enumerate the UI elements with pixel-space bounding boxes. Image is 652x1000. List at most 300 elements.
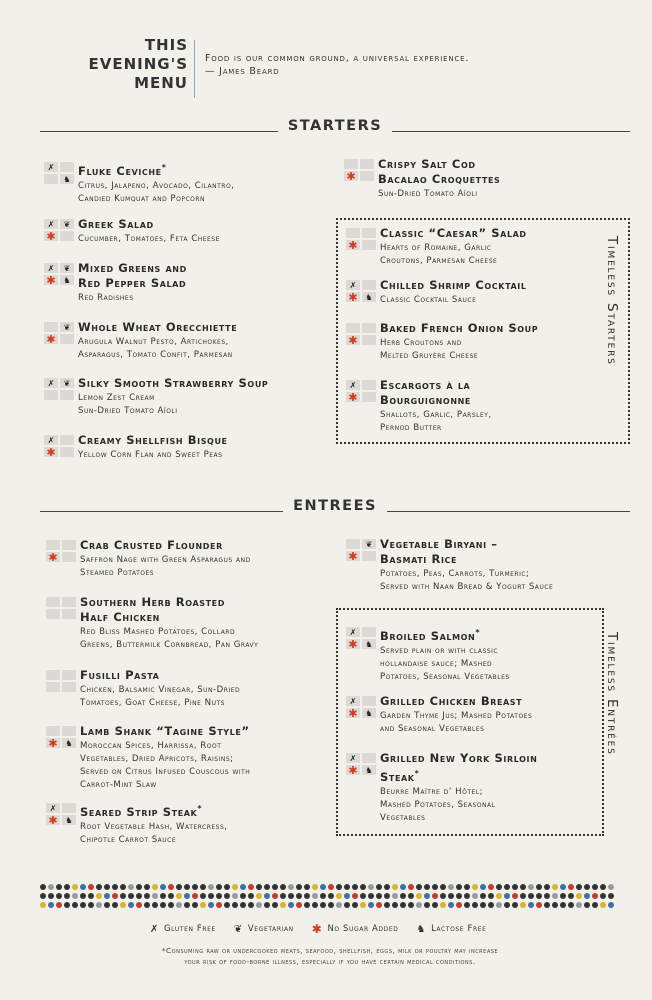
empty-icon-cell — [362, 696, 376, 706]
decorative-dot — [296, 884, 302, 890]
dish-description-line: Greens, Buttermilk Cornbread, Pan Gravy — [80, 640, 259, 650]
empty-icon-cell — [362, 753, 376, 763]
decorative-dot — [48, 902, 54, 908]
dish-name — [380, 694, 532, 709]
decorative-dot — [600, 902, 606, 908]
decorative-dot — [560, 884, 566, 890]
gluten-free-icon: ✗ — [150, 923, 159, 935]
dish-description-line: Shallots, Garlic, Parsley, — [380, 410, 492, 420]
decorative-dot — [432, 893, 438, 899]
decorative-dot — [104, 893, 110, 899]
decorative-dot — [456, 884, 462, 890]
decorative-dot — [432, 902, 438, 908]
decorative-dot — [112, 893, 118, 899]
food-safety-disclaimer — [60, 946, 600, 967]
decorative-dot — [528, 893, 534, 899]
decorative-dot — [160, 884, 166, 890]
dish-name-line: Crispy Salt Cod — [378, 157, 476, 171]
decorative-dot — [144, 902, 150, 908]
dish-description-line: Potatoes, Seasonal Vegetables — [380, 671, 510, 682]
decorative-dot — [192, 893, 198, 899]
starters-heading-text: STARTERS — [287, 118, 383, 134]
dish-name-line: Fusilli Pasta — [80, 668, 160, 682]
decorative-dot — [144, 893, 150, 899]
decorative-dot — [608, 902, 614, 908]
decorative-dot — [480, 893, 486, 899]
decorative-dot — [448, 884, 454, 890]
empty-icon-cell — [362, 280, 376, 290]
dish-name-line: Fluke Ceviche* — [78, 163, 167, 178]
gluten-free-icon: ✗ — [46, 803, 60, 813]
no-sugar-added-icon: ✱ — [346, 292, 360, 302]
cow-icon: ♞ — [416, 923, 427, 935]
gluten-free-icon: ✗ — [346, 280, 360, 290]
menu-item — [380, 537, 553, 594]
gluten-free-icon: ✗ — [346, 380, 360, 390]
dish-name-line: Bacalao Croquettes — [378, 172, 501, 186]
decorative-dot — [552, 893, 558, 899]
dish-description-line: Root Vegetable Hash, Watercress, — [80, 821, 228, 832]
decorative-dot — [120, 902, 126, 908]
dish-description — [380, 786, 537, 825]
decorative-dot — [344, 884, 350, 890]
lactose-free-icon: ♞ — [362, 292, 376, 302]
decorative-dot — [336, 893, 342, 899]
decorative-dot — [520, 902, 526, 908]
decorative-dot — [264, 884, 270, 890]
decorative-dot — [584, 884, 590, 890]
decorative-dot — [176, 893, 182, 899]
decorative-dot — [296, 893, 302, 899]
dietary-icon-grid — [44, 219, 74, 241]
empty-icon-cell — [362, 335, 376, 345]
decorative-dot — [128, 884, 134, 890]
empty-icon-cell — [46, 609, 60, 619]
gluten-free-icon: ✗ — [44, 162, 58, 172]
empty-icon-cell — [62, 540, 76, 550]
empty-icon-cell — [60, 334, 74, 344]
dish-name-line: Chilled Shrimp Cocktail — [380, 278, 527, 292]
empty-icon-cell — [346, 539, 360, 549]
gluten-free-icon: ✗ — [44, 263, 58, 273]
decorative-dot — [560, 902, 566, 908]
legend-label: Lactose Free — [431, 924, 487, 934]
decorative-dot — [328, 884, 334, 890]
menu-item — [80, 595, 258, 652]
decorative-dot — [168, 902, 174, 908]
decorative-dot — [496, 884, 502, 890]
decorative-dot — [520, 893, 526, 899]
decorative-dot — [176, 884, 182, 890]
dish-description — [380, 645, 510, 684]
decorative-dot — [248, 893, 254, 899]
empty-icon-cell — [362, 228, 376, 238]
dish-name-line: Classic “Caesar” Salad — [380, 226, 527, 240]
decorative-dot — [544, 893, 550, 899]
dish-description — [80, 684, 240, 710]
empty-icon-cell — [60, 162, 74, 172]
dish-description — [80, 821, 228, 847]
decorative-dot — [560, 893, 566, 899]
decorative-dot — [368, 884, 374, 890]
decorative-dot — [168, 893, 174, 899]
decorative-dot — [240, 902, 246, 908]
decorative-dot — [40, 893, 46, 899]
dietary-icon-grid — [44, 322, 74, 344]
gluten-free-icon: ✗ — [44, 435, 58, 445]
dish-description — [78, 392, 268, 418]
legend-label: No Sugar Added — [327, 924, 399, 934]
empty-icon-cell — [60, 435, 74, 445]
decorative-dot — [528, 884, 534, 890]
dish-description — [380, 568, 553, 594]
decorative-dot — [200, 884, 206, 890]
empty-icon-cell — [62, 552, 76, 562]
gluten-free-icon: ✗ — [44, 219, 58, 229]
lactose-free-icon: ♞ — [362, 708, 376, 718]
no-sugar-added-icon: ✱ — [346, 392, 360, 402]
decorative-dot — [440, 893, 446, 899]
decorative-dot — [256, 884, 262, 890]
decorative-dot — [56, 893, 62, 899]
decorative-dot — [304, 893, 310, 899]
decorative-dot — [472, 902, 478, 908]
decorative-dot — [288, 893, 294, 899]
decorative-dot — [280, 893, 286, 899]
decorative-dot — [96, 902, 102, 908]
disclaimer-line: *Consuming raw or undercooked meats, seafood, shellfish, eggs, milk or poultry may increase — [161, 946, 499, 955]
dish-name-line: Lamb Shank “Tagine Style” — [80, 724, 250, 738]
dish-name-line: Grilled Chicken Breast — [380, 694, 523, 708]
dish-description — [80, 740, 250, 792]
dish-description-line: Melted Gruyère Cheese — [380, 351, 479, 361]
empty-icon-cell — [44, 174, 58, 184]
header-quote-block — [205, 52, 605, 78]
no-sugar-added-icon: ✱ — [346, 335, 360, 345]
decorative-dot — [384, 893, 390, 899]
legend-no-sugar-added — [312, 922, 399, 936]
decorative-dot — [272, 893, 278, 899]
empty-icon-cell — [346, 228, 360, 238]
decorative-dot — [392, 902, 398, 908]
empty-icon-cell — [362, 627, 376, 637]
dietary-icon-grid — [46, 726, 76, 748]
decorative-dot — [440, 902, 446, 908]
decorative-dot — [472, 893, 478, 899]
decorative-dot — [40, 902, 46, 908]
decorative-dot — [304, 884, 310, 890]
decorative-dot — [424, 893, 430, 899]
decorative-dot — [208, 893, 214, 899]
dish-description-line: Red Bliss Mashed Potatoes, Collard — [80, 627, 236, 637]
dish-description — [78, 449, 228, 462]
empty-icon-cell — [46, 540, 60, 550]
empty-icon-cell — [60, 447, 74, 457]
dietary-icon-grid — [346, 280, 376, 302]
dish-description-line: Arugula Walnut Pesto, Artichokes, — [78, 337, 229, 347]
quote-attribution: — James Beard — [205, 66, 280, 77]
menu-item — [78, 320, 237, 362]
dish-description — [78, 336, 237, 362]
dietary-icon-grid — [346, 323, 376, 345]
gluten-free-icon: ✗ — [346, 753, 360, 763]
decorative-dot — [184, 884, 190, 890]
empty-icon-cell — [62, 682, 76, 692]
decorative-dot — [288, 902, 294, 908]
dish-name — [78, 433, 228, 448]
empty-icon-cell — [60, 231, 74, 241]
decorative-dot — [368, 902, 374, 908]
decorative-dot — [80, 902, 86, 908]
decorative-dot — [48, 893, 54, 899]
decorative-dot — [360, 893, 366, 899]
decorative-dot — [504, 893, 510, 899]
menu-item — [78, 160, 234, 206]
dish-name — [80, 724, 250, 739]
decorative-dot — [216, 884, 222, 890]
decorative-dot — [416, 902, 422, 908]
dish-name — [380, 378, 492, 408]
legend-vegetarian — [234, 924, 294, 935]
dish-description — [380, 337, 538, 363]
decorative-dot — [344, 902, 350, 908]
decorative-dot — [264, 893, 270, 899]
decorative-dot-band — [40, 884, 615, 912]
decorative-dot — [600, 893, 606, 899]
dietary-legend — [150, 922, 550, 936]
dish-name-line: Seared Strip Steak* — [80, 804, 203, 819]
decorative-dot — [192, 902, 198, 908]
empty-icon-cell — [362, 240, 376, 250]
dish-description-line: Herb Croutons and — [380, 338, 462, 348]
dish-description — [378, 188, 500, 201]
decorative-dot — [264, 902, 270, 908]
dish-name — [80, 668, 240, 683]
decorative-dot — [88, 884, 94, 890]
dish-name-line: Bourguignonne — [380, 393, 471, 407]
decorative-dot — [272, 884, 278, 890]
decorative-dot — [224, 893, 230, 899]
decorative-dot — [232, 893, 238, 899]
dish-description-line: Chicken, Balsamic Vinegar, Sun-Dried — [80, 685, 241, 695]
decorative-dot — [552, 884, 558, 890]
dish-name — [380, 278, 527, 293]
dish-name-line: Steak* — [380, 769, 420, 784]
decorative-dot — [160, 893, 166, 899]
decorative-dot — [336, 884, 342, 890]
decorative-dot — [136, 884, 142, 890]
dish-description-line: Cucumber, Tomatoes, Feta Cheese — [78, 234, 220, 244]
empty-icon-cell — [44, 390, 58, 400]
dish-name-line: Crab Crusted Flounder — [80, 538, 223, 552]
dish-description-line: Garden Thyme Jus; Mashed Potatoes — [380, 711, 533, 721]
dish-name-line: Mixed Greens and — [78, 261, 187, 275]
decorative-dot — [280, 902, 286, 908]
dish-description-line: Mashed Potatoes, Seasonal — [380, 799, 496, 810]
menu-title-line: MENU — [134, 74, 188, 92]
no-sugar-added-icon: ✱ — [46, 738, 60, 748]
decorative-dot — [312, 884, 318, 890]
empty-icon-cell — [46, 682, 60, 692]
decorative-dot — [400, 884, 406, 890]
decorative-dot — [80, 884, 86, 890]
decorative-dot — [240, 884, 246, 890]
decorative-dot — [592, 902, 598, 908]
dish-description — [380, 242, 527, 268]
decorative-dot — [416, 884, 422, 890]
decorative-dot — [584, 902, 590, 908]
decorative-dot — [280, 884, 286, 890]
empty-icon-cell — [62, 803, 76, 813]
decorative-dot — [352, 893, 358, 899]
vegetarian-icon: ❦ — [362, 539, 376, 549]
menu-item — [78, 433, 228, 462]
dietary-icon-grid — [346, 228, 376, 250]
dietary-icon-grid — [46, 597, 76, 619]
dish-name-line: Red Pepper Salad — [78, 276, 187, 290]
timeless-entrees-label: Timeless Entrées — [604, 632, 620, 756]
decorative-dot — [488, 893, 494, 899]
decorative-dot — [320, 884, 326, 890]
dish-description — [380, 409, 492, 435]
dish-description-line: Served with Naan Bread & Yogurt Sauce — [380, 582, 554, 592]
lactose-free-icon: ♞ — [362, 765, 376, 775]
decorative-dot — [256, 902, 262, 908]
decorative-dot — [64, 902, 70, 908]
dish-description-line: hollandaise sauce; Mashed — [380, 658, 493, 669]
decorative-dot — [208, 884, 214, 890]
decorative-dot — [576, 884, 582, 890]
dish-description-line: Sun-Dried Tomato Aïoli — [78, 406, 178, 416]
decorative-dot — [360, 902, 366, 908]
lactose-free-icon: ♞ — [60, 275, 74, 285]
empty-icon-cell — [62, 609, 76, 619]
legend-lactose-free — [417, 924, 487, 935]
dish-name — [78, 160, 234, 179]
dish-description-line: Served on Citrus Infused Couscous with — [80, 767, 251, 777]
decorative-dot — [504, 902, 510, 908]
menu-item — [78, 376, 268, 418]
dietary-icon-grid — [344, 159, 374, 181]
dish-name — [80, 595, 258, 625]
decorative-dot — [424, 884, 430, 890]
decorative-dot — [576, 893, 582, 899]
decorative-dot — [568, 902, 574, 908]
decorative-dot — [400, 902, 406, 908]
timeless-starters-label: Timeless Starters — [604, 236, 620, 366]
dietary-icon-grid — [346, 696, 376, 718]
empty-icon-cell — [362, 323, 376, 333]
decorative-dot — [88, 902, 94, 908]
decorative-dot — [376, 902, 382, 908]
dish-name — [78, 261, 187, 291]
empty-icon-cell — [46, 726, 60, 736]
dish-description-line: Tomatoes, Goat Cheese, Pine Nuts — [80, 698, 225, 708]
decorative-dot — [496, 893, 502, 899]
decorative-dot — [192, 884, 198, 890]
menu-item — [380, 378, 492, 435]
dietary-icon-grid — [46, 670, 76, 692]
decorative-dot — [392, 884, 398, 890]
dish-name — [78, 217, 220, 232]
dish-star: * — [475, 628, 481, 637]
decorative-dot — [240, 893, 246, 899]
decorative-dot — [464, 902, 470, 908]
empty-icon-cell — [62, 726, 76, 736]
decorative-dot — [112, 902, 118, 908]
dish-name-line: Southern Herb Roasted — [80, 595, 225, 609]
vegetarian-icon: ❦ — [60, 263, 74, 273]
decorative-dot — [224, 902, 230, 908]
dish-description-line: Citrus, Jalapeno, Avocado, Cilantro, — [78, 180, 235, 191]
empty-icon-cell — [362, 392, 376, 402]
decorative-dot — [384, 902, 390, 908]
no-sugar-added-icon: ✱ — [44, 334, 58, 344]
menu-item — [78, 217, 220, 246]
decorative-dot — [144, 884, 150, 890]
decorative-dot — [448, 893, 454, 899]
decorative-dot — [544, 902, 550, 908]
dietary-icon-grid — [44, 263, 74, 285]
dish-name — [380, 226, 527, 241]
lactose-free-icon: ♞ — [62, 738, 76, 748]
empty-icon-cell — [362, 551, 376, 561]
no-sugar-added-icon: ✱ — [346, 708, 360, 718]
decorative-dot — [336, 902, 342, 908]
dish-name — [380, 625, 510, 644]
decorative-dot — [376, 893, 382, 899]
decorative-dot — [480, 884, 486, 890]
gluten-free-icon: ✗ — [44, 378, 58, 388]
dietary-icon-grid — [346, 753, 376, 775]
decorative-dot — [592, 884, 598, 890]
decorative-dot — [216, 893, 222, 899]
menu-item — [80, 801, 228, 847]
empty-icon-cell — [44, 322, 58, 332]
decorative-dot — [96, 893, 102, 899]
menu-title-line: THIS — [144, 36, 188, 54]
leaf-icon: ❦ — [233, 923, 243, 935]
decorative-dot — [200, 902, 206, 908]
menu-item — [380, 694, 532, 736]
empty-icon-cell — [62, 597, 76, 607]
decorative-dot — [528, 902, 534, 908]
decorative-dot — [568, 893, 574, 899]
decorative-dot — [480, 902, 486, 908]
dish-name — [78, 376, 268, 391]
dish-star: * — [197, 804, 203, 813]
dish-star: * — [161, 163, 167, 172]
decorative-dot — [432, 884, 438, 890]
empty-icon-cell — [360, 159, 374, 169]
decorative-dot — [456, 893, 462, 899]
decorative-dot — [104, 902, 110, 908]
decorative-dot — [176, 902, 182, 908]
decorative-dot — [40, 884, 46, 890]
empty-icon-cell — [46, 670, 60, 680]
dish-description-line: Candied Kumquat and Popcorn — [78, 193, 206, 204]
decorative-dot — [488, 884, 494, 890]
heading-rule-right — [387, 511, 630, 512]
heading-rule-left — [40, 511, 283, 512]
no-sugar-added-icon: ✱ — [346, 240, 360, 250]
dietary-icon-grid — [346, 539, 376, 561]
dish-description-line: Croutons, Parmesan Cheese — [380, 256, 498, 266]
decorative-dot — [576, 902, 582, 908]
decorative-dot — [352, 902, 358, 908]
decorative-dot — [520, 884, 526, 890]
decorative-dot — [112, 884, 118, 890]
